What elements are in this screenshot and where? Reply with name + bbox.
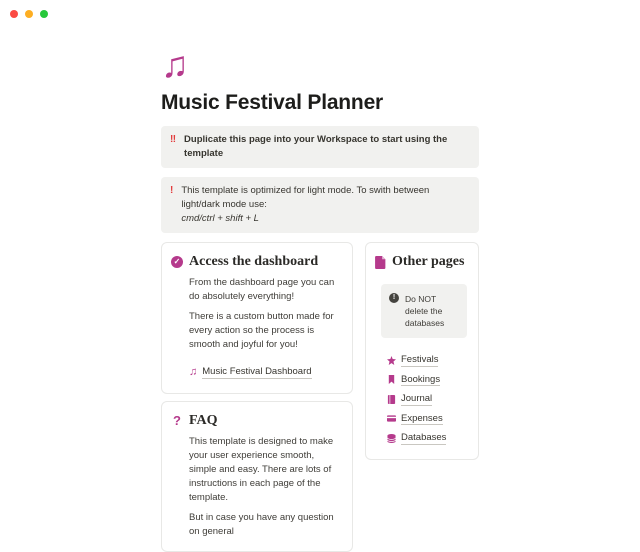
close-button[interactable] [10,10,18,18]
databases-link-label: Databases [401,432,447,443]
other-pages-card [365,242,479,460]
warning-text: Do NOT delete the databases [405,294,445,328]
other-pages-title: Other pages [392,254,465,269]
faq-title: FAQ [189,412,218,428]
zoom-button[interactable] [40,10,48,18]
journal-link-label: Journal [401,393,433,404]
other-pages-links [387,354,469,445]
music-note-icon: ♫ [189,365,198,378]
faq-card [161,401,353,552]
expenses-link-label: Expenses [401,412,443,424]
credit-card-icon [387,414,396,423]
festival-icon [387,356,396,365]
dashboard-paragraph-1: From the dashboard page you can do absolutely everything! [189,277,335,302]
book-icon [387,395,396,404]
light-mode-line1: This template is optimized for light mode. To swith between light/dark mode use: [181,185,430,210]
minimize-button[interactable] [25,10,33,18]
exclamation-icon: ! [170,185,174,196]
dashboard-page-link[interactable] [189,366,343,379]
music-notes-icon[interactable]: ♫ [161,44,189,85]
faq-header [171,413,343,429]
window-controls [10,10,48,18]
light-mode-callout [161,177,479,233]
page-icon [375,256,386,269]
bookings-link-label: Bookings [401,373,441,385]
dashboard-link-label: Music Festival Dashboard [202,366,312,377]
faq-paragraph-1: This template is designed to make your user experience smooth, simple and easy. There are lots of instructions in each page of the template. [189,435,334,503]
duplicate-callout [161,126,479,168]
page-title: Music Festival Planner [161,91,384,114]
question-mark-icon: ? [173,413,181,428]
light-mode-shortcut: cmd/ctrl + shift + L [181,213,259,224]
right-column [365,242,479,460]
exclamation-circle-icon: ! [389,293,399,303]
check-circle-icon: ✓ [171,256,183,268]
duplicate-callout-text: Duplicate this page into your Workspace to start using the template [184,134,448,159]
other-pages-header [375,254,469,270]
bookings-link[interactable] [387,374,469,387]
access-dashboard-card [161,242,353,394]
warning-callout [381,284,467,338]
journal-link[interactable] [387,393,469,406]
access-dashboard-title: Access the dashboard [189,254,319,269]
columns [161,242,479,552]
double-exclamation-icon: ‼ [170,134,177,145]
left-column [161,242,353,552]
dashboard-paragraph-2: There is a custom button made for every action so the process is smooth and joyful for you! [189,311,334,350]
light-mode-callout-text [181,184,470,226]
page-content [161,0,479,552]
faq-paragraph-2: But in case you have any question on general [189,511,334,537]
festivals-link[interactable] [387,354,469,367]
bookmark-icon [387,375,396,384]
expenses-link[interactable] [387,413,469,426]
databases-link[interactable] [387,432,469,445]
database-icon [387,434,396,443]
access-dashboard-header [171,254,343,270]
festivals-link-label: Festivals [401,354,439,365]
